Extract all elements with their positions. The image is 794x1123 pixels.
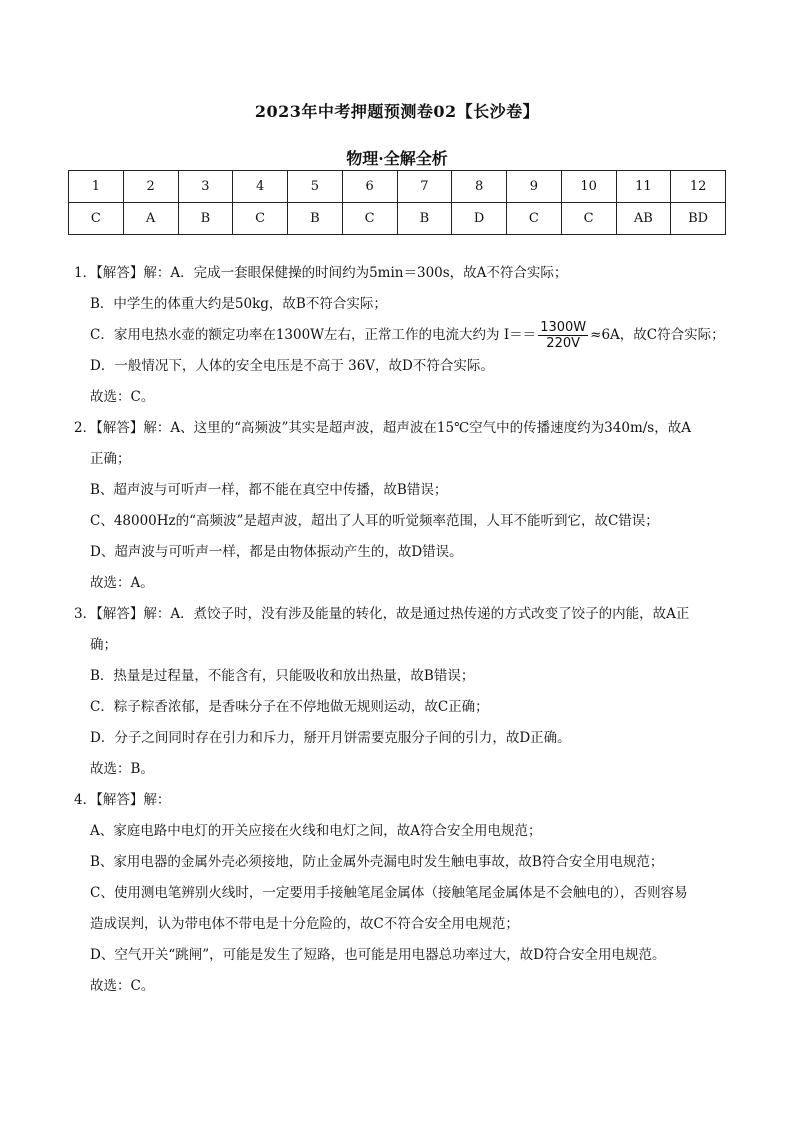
question-number-cell: 4 <box>233 171 288 203</box>
solution-line: D．分子之间同时存在引力和斥力，掰开月饼需要克服分子间的引力，故D正确。 <box>90 730 571 746</box>
answer-cell: B <box>397 203 452 235</box>
answer-cell: C <box>233 203 288 235</box>
answer-table-answer-row <box>69 203 726 235</box>
answer-cell: C <box>507 203 562 235</box>
fraction-numerator: 1300W <box>540 320 587 335</box>
answer-table <box>68 170 726 235</box>
answer-cell: C <box>342 203 397 235</box>
question-number-cell: 2 <box>123 171 178 203</box>
fraction-denominator: 220V <box>546 336 581 351</box>
solution-line: 造成误判，认为带电体不带电是十分危险的，故C不符合安全用电规范； <box>90 916 519 932</box>
question-number-cell: 10 <box>561 171 616 203</box>
question-3-solution <box>74 599 734 785</box>
answer-cell: B <box>178 203 233 235</box>
question-number-cell: 11 <box>616 171 671 203</box>
formula-suffix: ≈6A，故C符合实际； <box>590 327 725 343</box>
question-number-cell: 8 <box>452 171 507 203</box>
answer-cell: B <box>288 203 343 235</box>
solution-line: 确； <box>90 637 117 653</box>
fraction <box>538 320 588 351</box>
answer-cell: D <box>452 203 507 235</box>
question-1-solution <box>74 258 734 413</box>
question-number-cell: 6 <box>342 171 397 203</box>
question-4-solution <box>74 785 734 1002</box>
answer-cell: C <box>69 203 124 235</box>
solution-line: 正确； <box>90 451 131 467</box>
solution-line: 1．【解答】解：A．完成一套眼保健操的时间约为5min＝300s，故A不符合实际； <box>74 265 568 281</box>
solution-line: D．一般情况下，人体的安全电压是不高于 36V，故D不符合实际。 <box>90 358 494 374</box>
solution-line: C、使用测电笔辨别火线时，一定要用手接触笔尾金属体（接触笔尾金属体是不会触电的），否则容易 <box>90 885 688 901</box>
solutions <box>74 258 734 1002</box>
answer-cell: A <box>123 203 178 235</box>
answer-cell: AB <box>616 203 671 235</box>
question-number-cell: 12 <box>671 171 726 203</box>
solution-line: B．中学生的体重大约是50kg，故B不符合实际； <box>90 296 387 312</box>
solution-line: 3．【解答】解：A．煮饺子时，没有涉及能量的转化，故是通过热传递的方式改变了饺子的内能，故A正 <box>74 606 690 622</box>
formula-prefix: C．家用电热水壶的额定功率在1300W左右，正常工作的电流大约为 I＝＝ <box>90 327 537 343</box>
solution-line: C、48000Hz的“高频波”是超声波，超出了人耳的听觉频率范围，人耳不能听到它，故C错误； <box>90 513 659 529</box>
question-number-cell: 1 <box>69 171 124 203</box>
question-number-cell: 7 <box>397 171 452 203</box>
question-2-solution <box>74 413 734 599</box>
page-subtitle: 物理·全解全析 <box>346 149 448 168</box>
solution-line: B、超声波与可听声一样，都不能在真空中传播，故B错误； <box>90 482 448 498</box>
solution-line: C．粽子粽香浓郁，是香味分子在不停地做无规则运动，故C正确； <box>90 699 489 715</box>
solution-line-with-formula <box>74 320 734 351</box>
question-number-cell: 9 <box>507 171 562 203</box>
solution-line: D、超声波与可听声一样，都是由物体振动产生的，故D错误。 <box>90 544 463 560</box>
page-title: 2023年中考押题预测卷02【长沙卷】 <box>254 102 540 121</box>
solution-line: B．热量是过程量，不能含有，只能吸收和放出热量，故B错误； <box>90 668 475 684</box>
answer-line: 故选：A。 <box>90 575 154 591</box>
solution-line: 4．【解答】解： <box>74 792 171 808</box>
answer-line: 故选：B。 <box>90 761 154 777</box>
answer-cell: BD <box>671 203 726 235</box>
solution-line: D、空气开关“跳闸”，可能是发生了短路，也可能是用电器总功率过大，故D符合安全用电规范。 <box>90 947 666 963</box>
solution-line: B、家用电器的金属外壳必须接地，防止金属外壳漏电时发生触电事故，故B符合安全用电规范； <box>90 854 664 870</box>
answer-cell: C <box>561 203 616 235</box>
answer-line: 故选：C。 <box>90 389 155 405</box>
solution-line: 2．【解答】解：A、这里的“高频波”其实是超声波，超声波在15℃空气中的传播速度约为340m/s，故A <box>74 420 691 436</box>
answer-line: 故选：C。 <box>90 978 155 994</box>
solution-line: A、家庭电路中电灯的开关应接在火线和电灯之间，故A符合安全用电规范； <box>90 823 542 839</box>
question-number-cell: 3 <box>178 171 233 203</box>
question-number-cell: 5 <box>288 171 343 203</box>
answer-table-number-row <box>69 171 726 203</box>
